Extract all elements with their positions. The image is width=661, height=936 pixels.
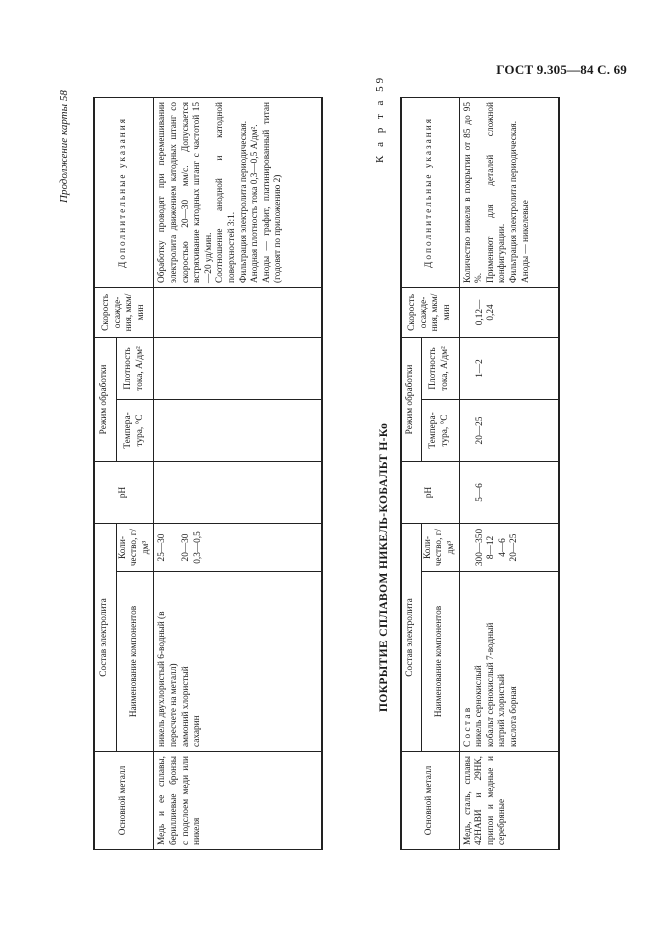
- table-row: [459, 97, 559, 849]
- col-temperature: Темпера-тура, °С: [421, 399, 459, 461]
- col-current-density: Плотность тока, А/дм²: [116, 337, 154, 399]
- quantity-item: 20—30: [180, 533, 191, 562]
- temperature-cell: [154, 399, 322, 461]
- col-electrolyte: Состав электролита: [94, 523, 116, 751]
- components-cell: [154, 572, 322, 752]
- temperature-value: 20—25: [474, 416, 485, 445]
- ph-value: 5—6: [474, 483, 485, 502]
- component-item: кобальт сернокислый 7-водный: [485, 622, 496, 747]
- notes-cell: [459, 97, 559, 287]
- component-item: сахарин: [192, 715, 203, 747]
- col-component-name: Наименование компонентов: [421, 572, 459, 752]
- base-metal-cell: Медь, сталь, сплавы 42НАВИ и 29НК, припои и медные и серебряные: [459, 752, 559, 850]
- note-item: Фильтрация электролита периодическая.: [238, 120, 249, 283]
- note-item: Применяют для деталей сложной конфигурации.: [485, 101, 508, 283]
- component-item: кислота борная: [508, 686, 519, 747]
- note-item: Аноды — никелевые: [520, 200, 531, 283]
- note-item: Аноды — графит, платинированный титан (годовят по приложению 2): [261, 101, 284, 283]
- note-item: Количество никеля в покрытии от 85 до 95 %.: [462, 101, 485, 283]
- col-ph: pH: [94, 461, 154, 523]
- col-component-name: Наименование компонентов: [116, 572, 154, 752]
- col-temperature: Темпера-тура, °С: [116, 399, 154, 461]
- component-item: натрий хлористый: [497, 674, 508, 747]
- quantity-item: 4—6: [497, 538, 508, 557]
- rate-value: 0,12—0,24: [474, 299, 497, 326]
- card-label: К а р т а 59: [374, 74, 386, 163]
- ph-cell: [459, 461, 559, 523]
- col-electrolyte: Состав электролита: [401, 523, 421, 751]
- note-item: Анодная плотность тока 0,3—0,5 А/дм².: [250, 124, 261, 283]
- col-mode: Режим обработки: [94, 337, 116, 461]
- quantities-cell: [154, 523, 322, 571]
- table-card-59-wrapper: [400, 97, 560, 850]
- quantity-item: 20—25: [509, 533, 520, 562]
- ph-cell: [154, 461, 322, 523]
- current-density-value: 1—2: [474, 359, 485, 378]
- col-notes: Дополнительные указания: [401, 97, 459, 287]
- col-notes: Дополнительные указания: [94, 97, 154, 287]
- temperature-cell: [459, 399, 559, 461]
- col-base-metal: Основной металл: [401, 752, 459, 850]
- base-metal-cell: Медь и ее сплавы, бериллиевые бронзы с подслоем меди или никеля: [154, 752, 322, 850]
- col-current-density: Плотность тока, А/дм²: [421, 337, 459, 399]
- col-rate: Скорость осажде-ния, мкм/мин: [94, 287, 154, 337]
- quantity-item: 300—350: [474, 528, 485, 567]
- current-density-cell: [459, 337, 559, 399]
- notes-cell: [154, 97, 322, 287]
- col-quantity: Коли-чество, г/дм³: [421, 523, 459, 571]
- page-header: ГОСТ 9.305—84 С. 69: [496, 62, 627, 77]
- note-item: Фильтрация электролита периодическая.: [508, 120, 519, 283]
- component-item: аммоний хлористый: [180, 666, 191, 747]
- note-item: Соотношение анодной и катодной поверхностей 3:1.: [215, 101, 237, 283]
- continuation-title: Продолжение карты 58: [58, 90, 70, 203]
- rate-cell: [154, 287, 322, 337]
- rate-cell: [459, 287, 559, 337]
- section-title: ПОКРЫТИЕ СПЛАВОМ НИКЕЛЬ-КОБАЛЬТ Н-Ко: [378, 422, 390, 712]
- composition-label: С о с т а в: [462, 707, 473, 747]
- quantity-item: 0,3—0,5: [192, 531, 203, 564]
- col-ph: pH: [401, 461, 459, 523]
- col-rate: Скорость осажде-ния, мкм/мин: [401, 287, 459, 337]
- table-card-58: [93, 97, 323, 850]
- quantities-cell: [459, 523, 559, 571]
- col-base-metal: Основной металл: [94, 752, 154, 850]
- quantity-item: 25—30: [157, 533, 168, 562]
- table-row: [154, 97, 322, 849]
- col-mode: Режим обработки: [401, 337, 421, 461]
- col-quantity: Коли-чество, г/дм³: [116, 523, 154, 571]
- component-item: никель двухлористый 6-водный (в пересчете на металл): [157, 611, 179, 747]
- component-item: никель сернокислый: [474, 665, 485, 747]
- quantity-item: 8—12: [486, 535, 497, 560]
- components-cell: [459, 572, 559, 752]
- table-card-59: [400, 97, 560, 850]
- table-card-58-wrapper: [93, 97, 323, 850]
- note-item: Обработку проводят при перемешивании электролита движением катодных штанг со скоростью 20—30 мм/с. Допускается встряхивание катодных штанг с частотой 15—20 уд/мин.: [157, 101, 214, 283]
- current-density-cell: [154, 337, 322, 399]
